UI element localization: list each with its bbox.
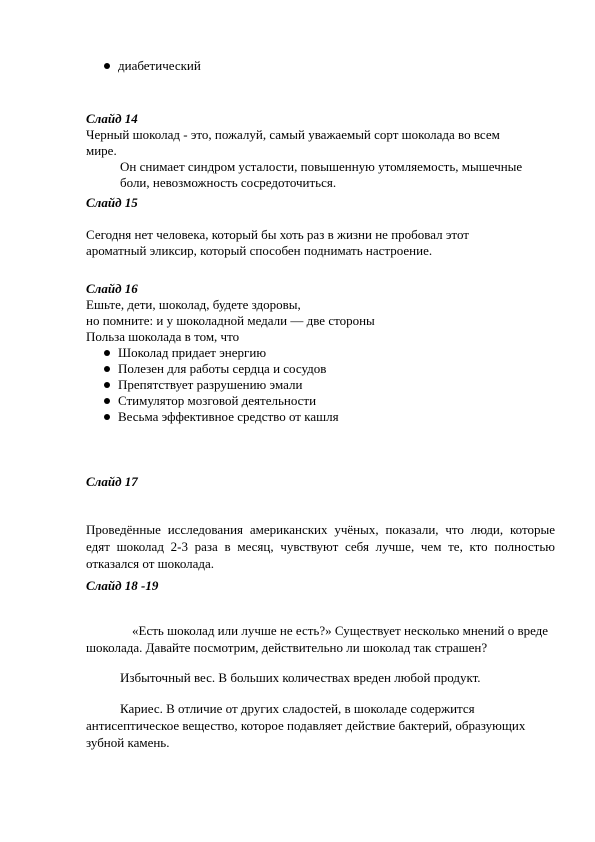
paragraph-line: Он снимает синдром усталости, повышенную утомляемость, мышечные (120, 159, 523, 174)
list-item: Шоколад придает энергию (86, 345, 555, 361)
paragraph-line: ароматный эликсир, который способен поднимать настроение. (86, 243, 433, 258)
slide-17-section (86, 474, 555, 572)
paragraph: «Есть шоколад или лучше не есть?» Существует несколько мнений о вреде шоколада. Давайте посмотрим, действительно ли шоколад так страшен? (86, 623, 549, 655)
benefits-list (86, 345, 555, 425)
paragraph-line: мире. (86, 143, 117, 158)
slide-15-section (86, 195, 555, 259)
paragraph-line: боли, невозможность сосредоточиться. (120, 175, 337, 190)
paragraph: Кариес. В отличие от других сладостей, в шоколаде содержится антисептическое вещество, которое подавляет действие бактерий, образующих зубной камень. (86, 701, 526, 750)
slide-16-section (86, 281, 555, 425)
paragraph: Избыточный вес. В больших количествах вреден любой продукт. (120, 670, 481, 685)
paragraph-line: Сегодня нет человека, который бы хоть раз в жизни не пробовал этот (86, 227, 469, 242)
list-item: Весьма эффективное средство от кашля (86, 409, 555, 425)
slide-heading: Слайд 14 (86, 111, 138, 126)
list-item: диабетический (86, 58, 555, 74)
top-bullet-list (86, 58, 555, 74)
paragraph-line: но помните: и у шоколадной медали — две стороны (86, 313, 375, 328)
slide-heading: Слайд 17 (86, 474, 138, 489)
paragraph-line: Польза шоколада в том, что (86, 329, 240, 344)
slide-18-19-section (86, 578, 555, 751)
slide-heading: Слайд 15 (86, 195, 138, 210)
slide-heading: Слайд 18 -19 (86, 578, 159, 593)
paragraph-line: Черный шоколад - это, пожалуй, самый уважаемый сорт шоколада во всем (86, 127, 500, 142)
slide-14-section (86, 111, 555, 191)
list-item: Стимулятор мозговой деятельности (86, 393, 555, 409)
slide-heading: Слайд 16 (86, 281, 138, 296)
list-item: Полезен для работы сердца и сосудов (86, 361, 555, 377)
paragraph-line: Ешьте, дети, шоколад, будете здоровы, (86, 297, 301, 312)
list-item: Препятствует разрушению эмали (86, 377, 555, 393)
paragraph: Проведённые исследования американских учёных, показали, что люди, которые едят шоколад 2-3 раза в месяц, чувствуют себя лучше, чем те, кто полностью отказался от шоколада. (86, 522, 555, 571)
